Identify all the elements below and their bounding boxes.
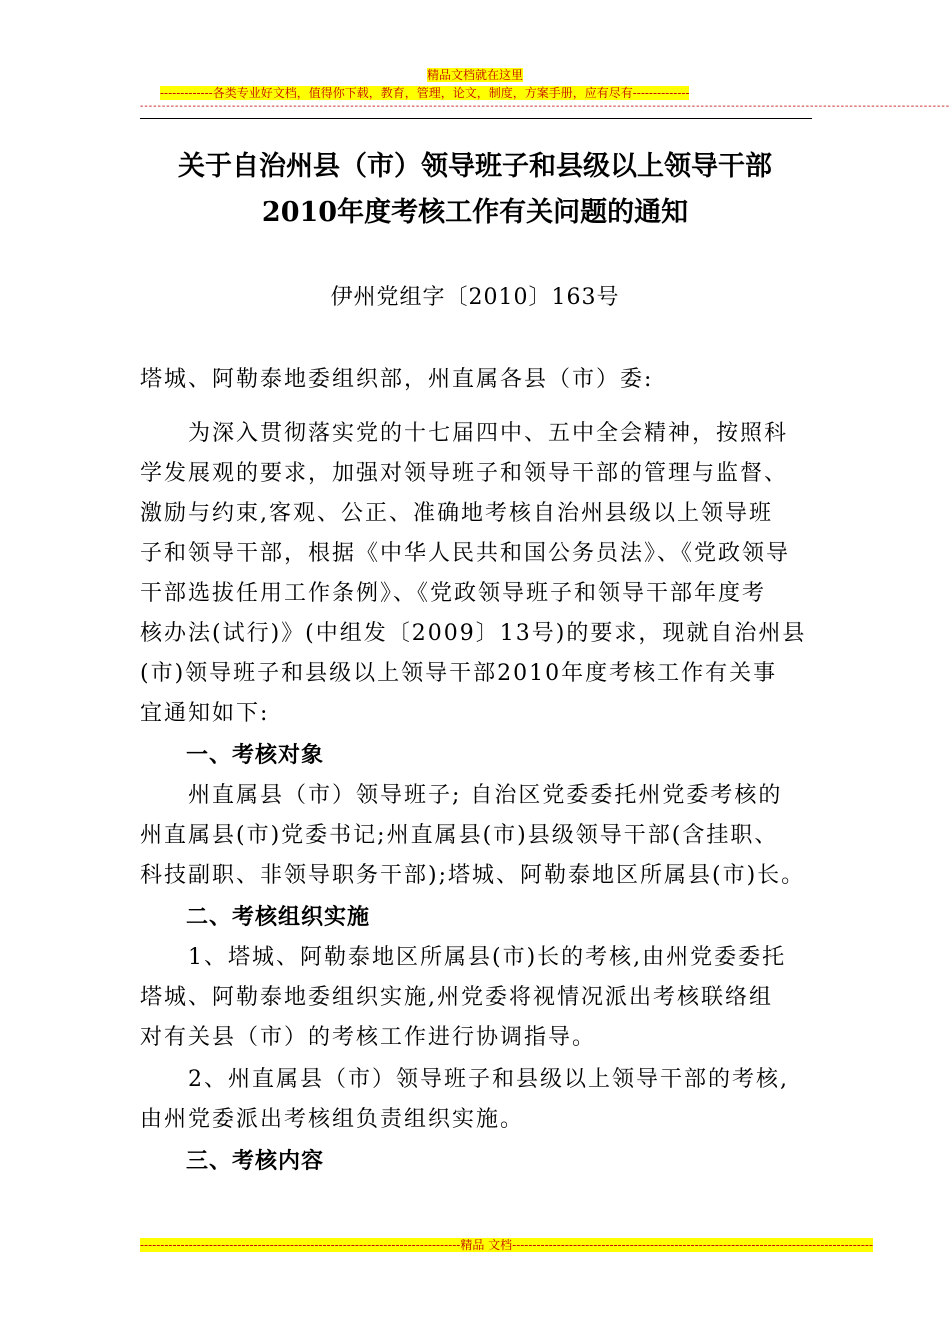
section-heading-3: 三、考核内容 — [140, 1149, 325, 1174]
body-line: 州直属县（市）领导班子; 自治区党委委托州党委考核的 — [140, 783, 783, 808]
section-heading-2: 二、考核组织实施 — [140, 905, 371, 930]
body-line: 为深入贯彻落实党的十七届四中、五中全会精神，按照科 — [140, 421, 789, 446]
section-heading-1: 一、考核对象 — [140, 743, 325, 768]
body-line: 宜通知如下: — [140, 701, 270, 726]
body-line: (市)领导班子和县级以上领导干部2010年度考核工作有关事 — [140, 661, 778, 686]
document-number: 伊州党组字〔2010〕163号 — [330, 285, 620, 310]
document-title-line-2: 2010年度考核工作有关问题的通知 — [261, 197, 689, 228]
body-line: 2、州直属县（市）领导班子和县级以上领导干部的考核, — [140, 1067, 789, 1092]
document-title-line-1: 关于自治州县（市）领导班子和县级以上领导干部 — [178, 151, 772, 182]
body-line: 激励与约束,客观、公正、准确地考核自治州县级以上领导班 — [140, 501, 773, 526]
addressee-line: 塔城、阿勒泰地委组织部，州直属各县（市）委: — [140, 367, 654, 392]
body-line: 1、塔城、阿勒泰地区所属县(市)长的考核,由州党委委托 — [140, 945, 787, 970]
body-line: 对有关县（市）的考核工作进行协调指导。 — [140, 1025, 597, 1050]
header-top-label: 精品文档就在这里 — [426, 68, 523, 82]
body-line: 子和领导干部，根据《中华人民共和国公务员法》、《党政领导 — [140, 541, 791, 566]
header-rule — [140, 118, 812, 119]
body-line: 干部选拔任用工作条例》、《党政领导班子和领导干部年度考 — [140, 581, 767, 606]
footer-banner: -------------------------------------------------------------------------------精品 文档----------------------------------------------------------------------------------------- — [140, 1238, 874, 1252]
header-dashed-line: ----------------------------------------------------------------------------------------------------------------------------------------------------------------------------------------- — [140, 101, 950, 112]
body-line: 核办法(试行)》(中组发〔2009〕13号)的要求，现就自治州县 — [140, 621, 807, 646]
body-line: 由州党委派出考核组负责组织实施。 — [140, 1107, 525, 1132]
body-line: 塔城、阿勒泰地委组织实施,州党委将视情况派出考核联络组 — [140, 985, 773, 1010]
body-line: 学发展观的要求，加强对领导班子和领导干部的管理与监督、 — [140, 461, 789, 486]
body-line: 科技副职、非领导职务干部);塔城、阿勒泰地区所属县(市)长。 — [140, 863, 806, 888]
header-banner: -------------各类专业好文档，值得你下载，教育，管理，论文，制度，方案手册，应有尽有-------------- — [160, 86, 690, 100]
body-line: 州直属县(市)党委书记;州直属县(市)县级领导干部(含挂职、 — [140, 823, 779, 848]
